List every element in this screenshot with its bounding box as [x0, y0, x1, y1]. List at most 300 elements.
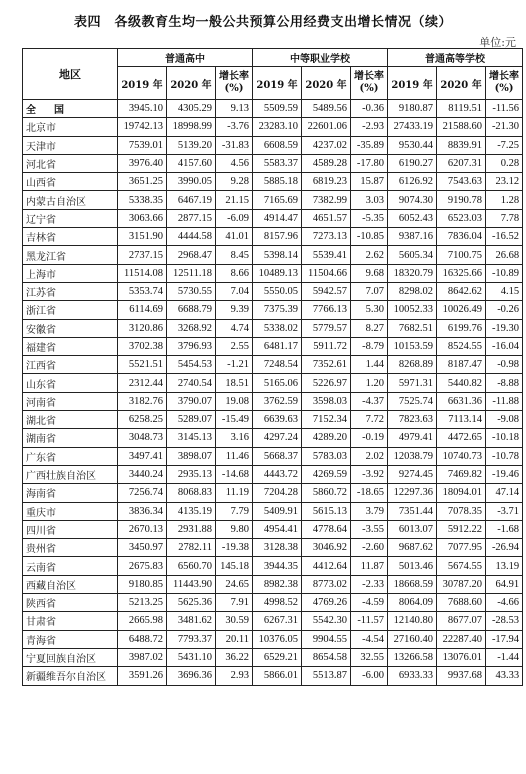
growth-rate-cell: 1.44	[351, 356, 388, 374]
growth-rate-cell: -4.37	[351, 392, 388, 410]
value-cell: 4269.59	[302, 465, 351, 483]
growth-rate-cell: 9.80	[216, 520, 253, 538]
value-cell: 3046.92	[302, 539, 351, 557]
header-growth-rate: 增长率 (%)	[486, 67, 523, 100]
value-cell: 4305.29	[167, 100, 216, 118]
table-row	[23, 118, 523, 136]
value-cell: 2968.47	[167, 246, 216, 264]
region-name: 广西壮族自治区	[23, 465, 118, 483]
value-cell: 3145.13	[167, 429, 216, 447]
value-cell: 5779.57	[302, 319, 351, 337]
value-cell: 7836.04	[437, 228, 486, 246]
table-row	[23, 374, 523, 392]
table-row	[23, 136, 523, 154]
value-cell: 2312.44	[118, 374, 167, 392]
value-cell: 5139.20	[167, 136, 216, 154]
value-cell: 5542.30	[302, 612, 351, 630]
growth-rate-cell: -26.94	[486, 539, 523, 557]
value-cell: 4443.72	[253, 465, 302, 483]
table-row-total	[23, 100, 523, 118]
value-cell: 10376.05	[253, 630, 302, 648]
value-cell: 3048.73	[118, 429, 167, 447]
value-cell: 6013.07	[388, 520, 437, 538]
value-cell: 4444.58	[167, 228, 216, 246]
value-cell: 8642.62	[437, 282, 486, 300]
growth-rate-cell: -1.44	[486, 648, 523, 666]
growth-rate-cell: -17.94	[486, 630, 523, 648]
region-name: 甘肃省	[23, 612, 118, 630]
region-name: 江苏省	[23, 282, 118, 300]
value-cell: 7077.95	[437, 539, 486, 557]
value-cell: 2670.13	[118, 520, 167, 538]
value-cell: 6560.70	[167, 557, 216, 575]
growth-rate-cell: 11.87	[351, 557, 388, 575]
value-cell: 9530.44	[388, 136, 437, 154]
value-cell: 3976.40	[118, 154, 167, 172]
value-cell: 13266.58	[388, 648, 437, 666]
growth-rate-cell: -21.30	[486, 118, 523, 136]
table-row	[23, 191, 523, 209]
growth-rate-cell: -10.18	[486, 429, 523, 447]
value-cell: 7204.28	[253, 484, 302, 502]
value-cell: 3944.35	[253, 557, 302, 575]
value-cell: 30787.20	[437, 575, 486, 593]
growth-rate-cell: -15.49	[216, 411, 253, 429]
growth-rate-cell: -18.65	[351, 484, 388, 502]
table-header	[23, 49, 523, 100]
table-row	[23, 539, 523, 557]
value-cell: 23283.10	[253, 118, 302, 136]
value-cell: 27433.19	[388, 118, 437, 136]
table-row	[23, 667, 523, 685]
table-row	[23, 282, 523, 300]
growth-rate-cell: 36.22	[216, 648, 253, 666]
value-cell: 2665.98	[118, 612, 167, 630]
table-row	[23, 557, 523, 575]
growth-rate-cell: -1.21	[216, 356, 253, 374]
growth-rate-cell: -14.68	[216, 465, 253, 483]
value-cell: 8268.89	[388, 356, 437, 374]
value-cell: 18668.59	[388, 575, 437, 593]
value-cell: 9074.30	[388, 191, 437, 209]
growth-rate-cell: -2.93	[351, 118, 388, 136]
growth-rate-cell: 11.19	[216, 484, 253, 502]
value-cell: 3836.34	[118, 502, 167, 520]
table-row	[23, 173, 523, 191]
expenditure-table	[22, 48, 523, 686]
growth-rate-cell: 1.20	[351, 374, 388, 392]
region-name: 西藏自治区	[23, 575, 118, 593]
region-name: 浙江省	[23, 301, 118, 319]
value-cell: 5489.56	[302, 100, 351, 118]
growth-rate-cell: 7.72	[351, 411, 388, 429]
value-cell: 8119.51	[437, 100, 486, 118]
region-name: 全 国	[23, 100, 118, 118]
value-cell: 9387.16	[388, 228, 437, 246]
value-cell: 4954.41	[253, 520, 302, 538]
region-name: 上海市	[23, 264, 118, 282]
growth-rate-cell: 9.28	[216, 173, 253, 191]
value-cell: 5783.03	[302, 447, 351, 465]
region-name: 辽宁省	[23, 209, 118, 227]
value-cell: 7793.37	[167, 630, 216, 648]
growth-rate-cell: 4.15	[486, 282, 523, 300]
unit-label: 单位:元	[479, 36, 516, 49]
growth-rate-cell: 8.45	[216, 246, 253, 264]
value-cell: 3497.41	[118, 447, 167, 465]
value-cell: 4914.47	[253, 209, 302, 227]
region-name: 山西省	[23, 173, 118, 191]
growth-rate-cell: -19.46	[486, 465, 523, 483]
value-cell: 6267.31	[253, 612, 302, 630]
value-cell: 5615.13	[302, 502, 351, 520]
growth-rate-cell: -35.89	[351, 136, 388, 154]
value-cell: 5521.51	[118, 356, 167, 374]
region-name: 湖北省	[23, 411, 118, 429]
table-row	[23, 411, 523, 429]
table-row	[23, 246, 523, 264]
value-cell: 3182.76	[118, 392, 167, 410]
region-name: 云南省	[23, 557, 118, 575]
region-name: 青海省	[23, 630, 118, 648]
value-cell: 7469.82	[437, 465, 486, 483]
value-cell: 3591.26	[118, 667, 167, 685]
value-cell: 19742.13	[118, 118, 167, 136]
value-cell: 12511.18	[167, 264, 216, 282]
table-row	[23, 209, 523, 227]
value-cell: 4297.24	[253, 429, 302, 447]
growth-rate-cell: 23.12	[486, 173, 523, 191]
table-title: 表四 各级教育生均一般公共预算公用经费支出增长情况（续）	[73, 15, 452, 30]
table-row	[23, 392, 523, 410]
table-row	[23, 264, 523, 282]
region-name: 海南省	[23, 484, 118, 502]
region-name: 陕西省	[23, 594, 118, 612]
value-cell: 7248.54	[253, 356, 302, 374]
value-cell: 6523.03	[437, 209, 486, 227]
growth-rate-cell: -0.19	[351, 429, 388, 447]
growth-rate-cell: 15.87	[351, 173, 388, 191]
value-cell: 3120.86	[118, 319, 167, 337]
table-row	[23, 337, 523, 355]
growth-rate-cell: -19.30	[486, 319, 523, 337]
growth-rate-cell: 13.19	[486, 557, 523, 575]
value-cell: 5353.74	[118, 282, 167, 300]
value-cell: 3598.03	[302, 392, 351, 410]
value-cell: 5942.57	[302, 282, 351, 300]
value-cell: 5213.25	[118, 594, 167, 612]
growth-rate-cell: -6.00	[351, 667, 388, 685]
growth-rate-cell: 5.30	[351, 301, 388, 319]
value-cell: 2675.83	[118, 557, 167, 575]
value-cell: 6488.72	[118, 630, 167, 648]
region-name: 吉林省	[23, 228, 118, 246]
value-cell: 5440.82	[437, 374, 486, 392]
growth-rate-cell: 7.79	[216, 502, 253, 520]
header-growth-rate: 增长率 (%)	[216, 67, 253, 100]
growth-rate-cell: 2.62	[351, 246, 388, 264]
growth-rate-cell: 20.11	[216, 630, 253, 648]
value-cell: 3945.10	[118, 100, 167, 118]
value-cell: 5165.06	[253, 374, 302, 392]
table-row	[23, 447, 523, 465]
growth-rate-cell: -0.26	[486, 301, 523, 319]
table-row	[23, 154, 523, 172]
growth-rate-cell: -7.25	[486, 136, 523, 154]
value-cell: 6933.33	[388, 667, 437, 685]
value-cell: 4979.41	[388, 429, 437, 447]
growth-rate-cell: -16.52	[486, 228, 523, 246]
value-cell: 10489.13	[253, 264, 302, 282]
growth-rate-cell: -5.35	[351, 209, 388, 227]
table-row	[23, 228, 523, 246]
value-cell: 18094.01	[437, 484, 486, 502]
value-cell: 5605.34	[388, 246, 437, 264]
region-name: 广东省	[23, 447, 118, 465]
value-cell: 8298.02	[388, 282, 437, 300]
growth-rate-cell: 24.65	[216, 575, 253, 593]
value-cell: 9190.78	[437, 191, 486, 209]
growth-rate-cell: 30.59	[216, 612, 253, 630]
value-cell: 5013.46	[388, 557, 437, 575]
region-name: 四川省	[23, 520, 118, 538]
value-cell: 21588.60	[437, 118, 486, 136]
value-cell: 6467.19	[167, 191, 216, 209]
region-name: 北京市	[23, 118, 118, 136]
growth-rate-cell: -2.60	[351, 539, 388, 557]
value-cell: 9180.87	[388, 100, 437, 118]
value-cell: 7165.69	[253, 191, 302, 209]
value-cell: 7078.35	[437, 502, 486, 520]
value-cell: 8677.07	[437, 612, 486, 630]
value-cell: 3063.66	[118, 209, 167, 227]
growth-rate-cell: 32.55	[351, 648, 388, 666]
value-cell: 7100.75	[437, 246, 486, 264]
growth-rate-cell: -19.38	[216, 539, 253, 557]
value-cell: 2737.15	[118, 246, 167, 264]
region-name: 新疆维吾尔自治区	[23, 667, 118, 685]
header-group-higher-ed: 普通高等学校	[388, 49, 523, 67]
value-cell: 5912.22	[437, 520, 486, 538]
value-cell: 10153.59	[388, 337, 437, 355]
table-row	[23, 594, 523, 612]
growth-rate-cell: -3.92	[351, 465, 388, 483]
value-cell: 7152.34	[302, 411, 351, 429]
value-cell: 6114.69	[118, 301, 167, 319]
value-cell: 5885.18	[253, 173, 302, 191]
value-cell: 3440.24	[118, 465, 167, 483]
growth-rate-cell: -0.98	[486, 356, 523, 374]
growth-rate-cell: 1.28	[486, 191, 523, 209]
region-name: 山东省	[23, 374, 118, 392]
value-cell: 4769.26	[302, 594, 351, 612]
growth-rate-cell: 4.56	[216, 154, 253, 172]
value-cell: 3268.92	[167, 319, 216, 337]
value-cell: 5860.72	[302, 484, 351, 502]
growth-rate-cell: 18.51	[216, 374, 253, 392]
growth-rate-cell: 4.74	[216, 319, 253, 337]
table-row	[23, 301, 523, 319]
table-row	[23, 630, 523, 648]
value-cell: 6199.76	[437, 319, 486, 337]
growth-rate-cell: -3.55	[351, 520, 388, 538]
value-cell: 4237.02	[302, 136, 351, 154]
value-cell: 8524.55	[437, 337, 486, 355]
header-growth-rate: 增长率 (%)	[351, 67, 388, 100]
table-row	[23, 465, 523, 483]
value-cell: 5513.87	[302, 667, 351, 685]
region-name: 湖南省	[23, 429, 118, 447]
growth-rate-cell: 8.27	[351, 319, 388, 337]
value-cell: 8654.58	[302, 648, 351, 666]
value-cell: 2782.11	[167, 539, 216, 557]
region-name: 江西省	[23, 356, 118, 374]
value-cell: 18998.99	[167, 118, 216, 136]
value-cell: 7351.44	[388, 502, 437, 520]
growth-rate-cell: 7.04	[216, 282, 253, 300]
value-cell: 11504.66	[302, 264, 351, 282]
value-cell: 4289.20	[302, 429, 351, 447]
value-cell: 3990.05	[167, 173, 216, 191]
value-cell: 7352.61	[302, 356, 351, 374]
growth-rate-cell: -11.56	[486, 100, 523, 118]
table-row	[23, 520, 523, 538]
value-cell: 5409.91	[253, 502, 302, 520]
growth-rate-cell: 2.02	[351, 447, 388, 465]
value-cell: 2931.88	[167, 520, 216, 538]
growth-rate-cell: 11.46	[216, 447, 253, 465]
header-year-2019: 2019 年	[253, 67, 302, 100]
value-cell: 12038.79	[388, 447, 437, 465]
value-cell: 5289.07	[167, 411, 216, 429]
value-cell: 10740.73	[437, 447, 486, 465]
header-year-2020: 2020 年	[302, 67, 351, 100]
header-group-vocational: 中等职业学校	[253, 49, 388, 67]
value-cell: 7273.13	[302, 228, 351, 246]
region-name: 重庆市	[23, 502, 118, 520]
growth-rate-cell: 8.66	[216, 264, 253, 282]
value-cell: 18320.79	[388, 264, 437, 282]
growth-rate-cell: -6.09	[216, 209, 253, 227]
value-cell: 4135.19	[167, 502, 216, 520]
value-cell: 3898.07	[167, 447, 216, 465]
value-cell: 9180.85	[118, 575, 167, 593]
growth-rate-cell: -8.79	[351, 337, 388, 355]
growth-rate-cell: 64.91	[486, 575, 523, 593]
value-cell: 2935.13	[167, 465, 216, 483]
value-cell: 3151.90	[118, 228, 167, 246]
value-cell: 5668.37	[253, 447, 302, 465]
value-cell: 6126.92	[388, 173, 437, 191]
value-cell: 6481.17	[253, 337, 302, 355]
value-cell: 5730.55	[167, 282, 216, 300]
value-cell: 10052.33	[388, 301, 437, 319]
value-cell: 7688.60	[437, 594, 486, 612]
value-cell: 7543.63	[437, 173, 486, 191]
region-name: 内蒙古自治区	[23, 191, 118, 209]
table-row	[23, 612, 523, 630]
growth-rate-cell: -0.36	[351, 100, 388, 118]
region-name: 黑龙江省	[23, 246, 118, 264]
table-row	[23, 356, 523, 374]
growth-rate-cell: 21.15	[216, 191, 253, 209]
growth-rate-cell: -9.08	[486, 411, 523, 429]
value-cell: 4472.65	[437, 429, 486, 447]
region-name: 河北省	[23, 154, 118, 172]
value-cell: 5866.01	[253, 667, 302, 685]
value-cell: 4157.60	[167, 154, 216, 172]
value-cell: 8068.83	[167, 484, 216, 502]
value-cell: 4651.57	[302, 209, 351, 227]
table-row	[23, 502, 523, 520]
table-row	[23, 648, 523, 666]
growth-rate-cell: 19.08	[216, 392, 253, 410]
value-cell: 7382.99	[302, 191, 351, 209]
growth-rate-cell: 3.79	[351, 502, 388, 520]
value-cell: 3450.97	[118, 539, 167, 557]
value-cell: 22601.06	[302, 118, 351, 136]
value-cell: 7525.74	[388, 392, 437, 410]
growth-rate-cell: 47.14	[486, 484, 523, 502]
growth-rate-cell: 7.07	[351, 282, 388, 300]
growth-rate-cell: -2.33	[351, 575, 388, 593]
value-cell: 16325.66	[437, 264, 486, 282]
growth-rate-cell: 26.68	[486, 246, 523, 264]
value-cell: 11514.08	[118, 264, 167, 282]
growth-rate-cell: 7.78	[486, 209, 523, 227]
growth-rate-cell: 9.68	[351, 264, 388, 282]
growth-rate-cell: -1.68	[486, 520, 523, 538]
value-cell: 5674.55	[437, 557, 486, 575]
growth-rate-cell: 0.28	[486, 154, 523, 172]
value-cell: 5550.05	[253, 282, 302, 300]
value-cell: 5971.31	[388, 374, 437, 392]
growth-rate-cell: 9.39	[216, 301, 253, 319]
growth-rate-cell: 41.01	[216, 228, 253, 246]
header-year-2020: 2020 年	[167, 67, 216, 100]
table-row	[23, 575, 523, 593]
value-cell: 9687.62	[388, 539, 437, 557]
value-cell: 5338.02	[253, 319, 302, 337]
value-cell: 8839.91	[437, 136, 486, 154]
value-cell: 3796.93	[167, 337, 216, 355]
value-cell: 4412.64	[302, 557, 351, 575]
value-cell: 6529.21	[253, 648, 302, 666]
growth-rate-cell: -10.78	[486, 447, 523, 465]
value-cell: 7375.39	[253, 301, 302, 319]
growth-rate-cell: -8.88	[486, 374, 523, 392]
growth-rate-cell: -10.85	[351, 228, 388, 246]
growth-rate-cell: 2.93	[216, 667, 253, 685]
value-cell: 5539.41	[302, 246, 351, 264]
value-cell: 5226.97	[302, 374, 351, 392]
value-cell: 12297.36	[388, 484, 437, 502]
value-cell: 8157.96	[253, 228, 302, 246]
value-cell: 8187.47	[437, 356, 486, 374]
growth-rate-cell: -10.89	[486, 264, 523, 282]
value-cell: 5625.36	[167, 594, 216, 612]
value-cell: 10026.49	[437, 301, 486, 319]
value-cell: 5338.35	[118, 191, 167, 209]
value-cell: 5583.37	[253, 154, 302, 172]
growth-rate-cell: -4.66	[486, 594, 523, 612]
growth-rate-cell: -28.53	[486, 612, 523, 630]
value-cell: 6258.25	[118, 411, 167, 429]
growth-rate-cell: -11.88	[486, 392, 523, 410]
value-cell: 7539.01	[118, 136, 167, 154]
value-cell: 7766.13	[302, 301, 351, 319]
table-row	[23, 319, 523, 337]
